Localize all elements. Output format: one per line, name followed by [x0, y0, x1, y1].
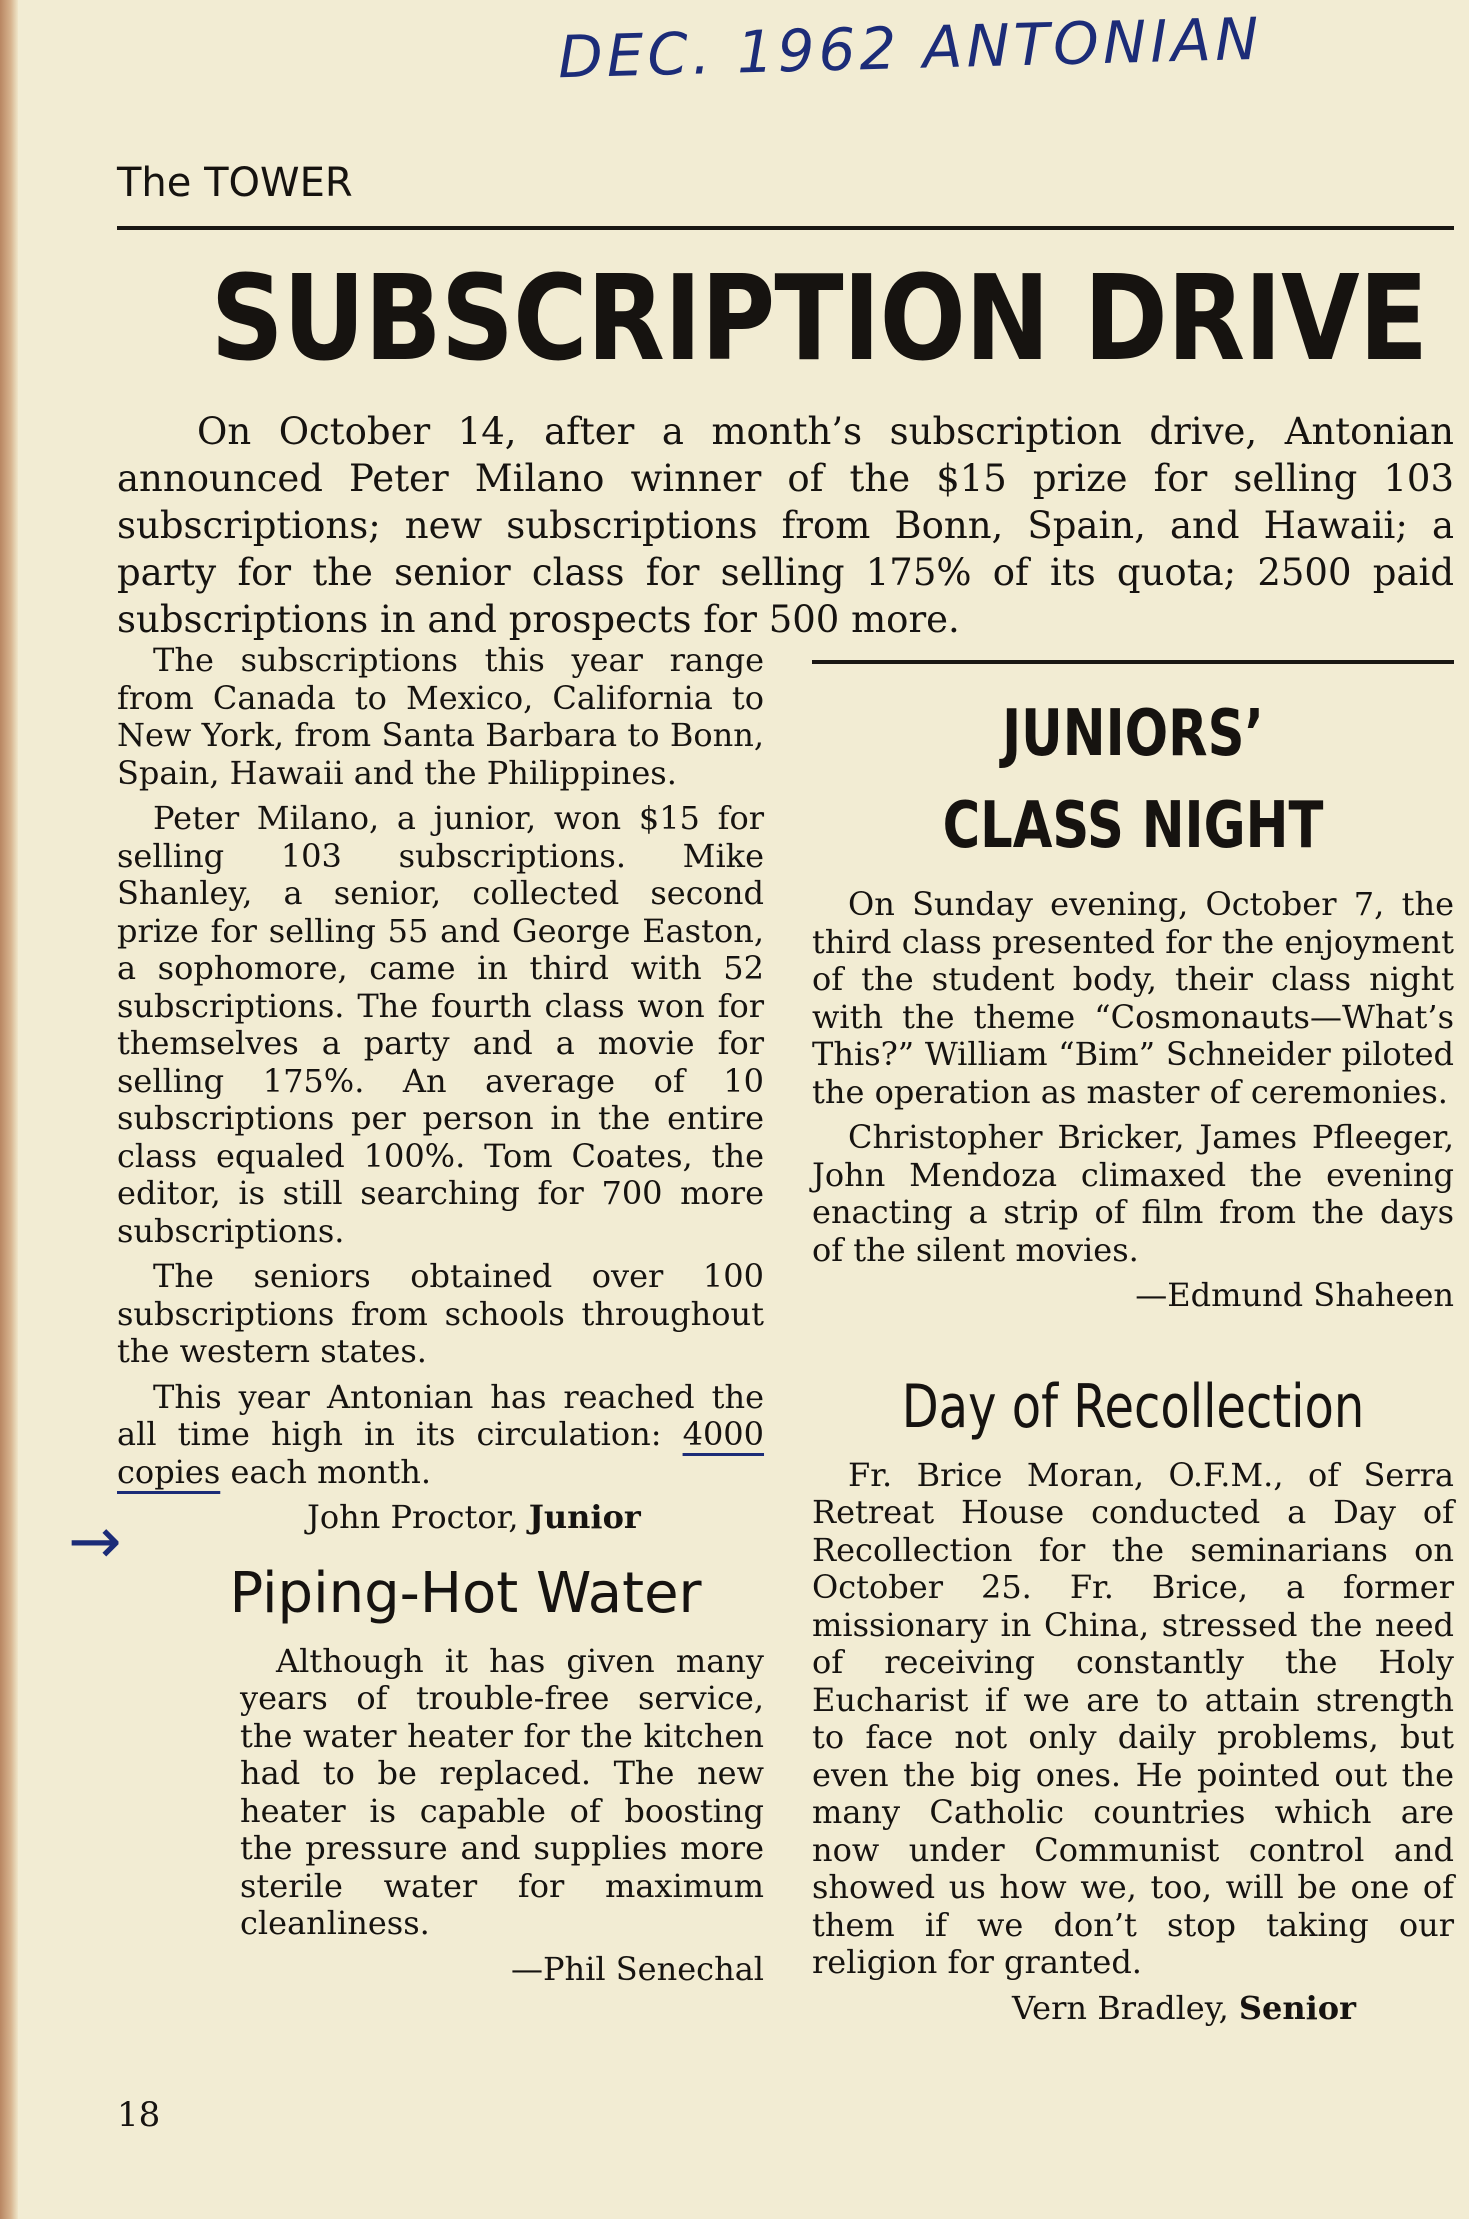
article-paragraph: Although it has given many years of trouble-free service, the water heater for the kitchen had to be replaced. The new heater is capable of boosting the pressure and supplies more sterile water for maximum cleanliness.	[240, 1641, 764, 1942]
top-divider	[117, 226, 1454, 230]
byline: —Edmund Shaheen	[1135, 1276, 1454, 1314]
lead-article	[117, 408, 1454, 643]
juniors-title: JUNIORS’	[1002, 697, 1264, 771]
piping-hot-article	[240, 1643, 764, 1989]
article-paragraph: The seniors obtained over 100 subscriptions from schools throughout the western states.	[117, 1257, 764, 1370]
byline	[307, 1499, 764, 1537]
circulation-end: each month.	[230, 1452, 432, 1491]
section-name: The TOWER	[117, 160, 353, 206]
arrow-right-icon: →	[68, 1505, 122, 1579]
column-divider	[812, 660, 1454, 664]
circulation-paragraph	[117, 1379, 764, 1492]
article-paragraph: On Sunday evening, October 7, the third class presented for the enjoyment of the student body, their class night with the theme “Cosmonauts—What’s This?” William “Bim” Schneider piloted the operation as master of ceremonies.	[812, 885, 1454, 1111]
circulation-intro: This year Antonian has reached the all time high in its circulation:	[117, 1377, 764, 1453]
lead-paragraph: On October 14, after a month’s subscription drive, Antonian announced Peter Milano winner of the $15 prize for selling 103 subscriptions; new subscriptions from Bonn, Spain, and Hawaii; a party for the senior class for selling 175% of its quota; 2500 paid subscriptions in and prospects for 500 more.	[117, 410, 1454, 641]
byline-name: John Proctor,	[307, 1498, 519, 1536]
article-paragraph: Peter Milano, a junior, won $15 for selling 103 subscriptions. Mike Shanley, a senior, collected second prize for selling 55 and George Easton, a sophomore, came in third with 52 subscriptions. The fourth class won for themselves a party and a movie for selling 175%. An average of 10 subscriptions per person in the entire class equaled 100%. Tom Coates, the editor, is still searching for 700 more subscriptions.	[117, 799, 764, 1250]
byline-class: Junior	[528, 1498, 641, 1536]
article-paragraph: The subscriptions this year range from Canada to Mexico, California to New York, from Santa Barbara to Bonn, Spain, Hawaii and the Philippines.	[117, 641, 764, 792]
recollection-title: Day of Recollection	[901, 1371, 1365, 1442]
main-headline: SUBSCRIPTION DRIVE	[210, 249, 1428, 387]
byline	[1012, 1990, 1454, 2028]
binding-edge	[0, 0, 18, 2219]
byline-class: Senior	[1238, 1988, 1356, 2027]
page-number: 18	[117, 2095, 161, 2135]
article-paragraph: Fr. Brice Moran, O.F.M., of Serra Retreat House conducted a Day of Recollection for the seminarians on October 25. Fr. Brice, a former missionary in China, stressed the need of receiving constantly the Holy Eucharist if we are to attain strength to face not only daily problems, but even the big ones. He pointed out the many Catholic countries which are now under Communist control and showed us how we, too, will be one of them if we don’t stop taking our religion for granted.	[812, 1455, 1454, 1981]
piping-hot-title: Piping-Hot Water	[229, 1560, 702, 1626]
byline-name: Vern Bradley,	[1012, 1988, 1229, 2027]
right-column	[812, 642, 1454, 2027]
article-paragraph: Christopher Bricker, James Pfleeger, John Mendoza climaxed the evening enacting a strip of film from the days of the silent movies.	[812, 1118, 1454, 1269]
handwritten-note: DEC. 1962 ANTONIAN	[557, 4, 1264, 92]
left-column	[117, 642, 764, 1988]
byline: —Phil Senechal	[510, 1949, 764, 1988]
juniors-title-line2: CLASS NIGHT	[942, 789, 1324, 863]
circulation-highlight: 4000 copies	[117, 1415, 765, 1491]
